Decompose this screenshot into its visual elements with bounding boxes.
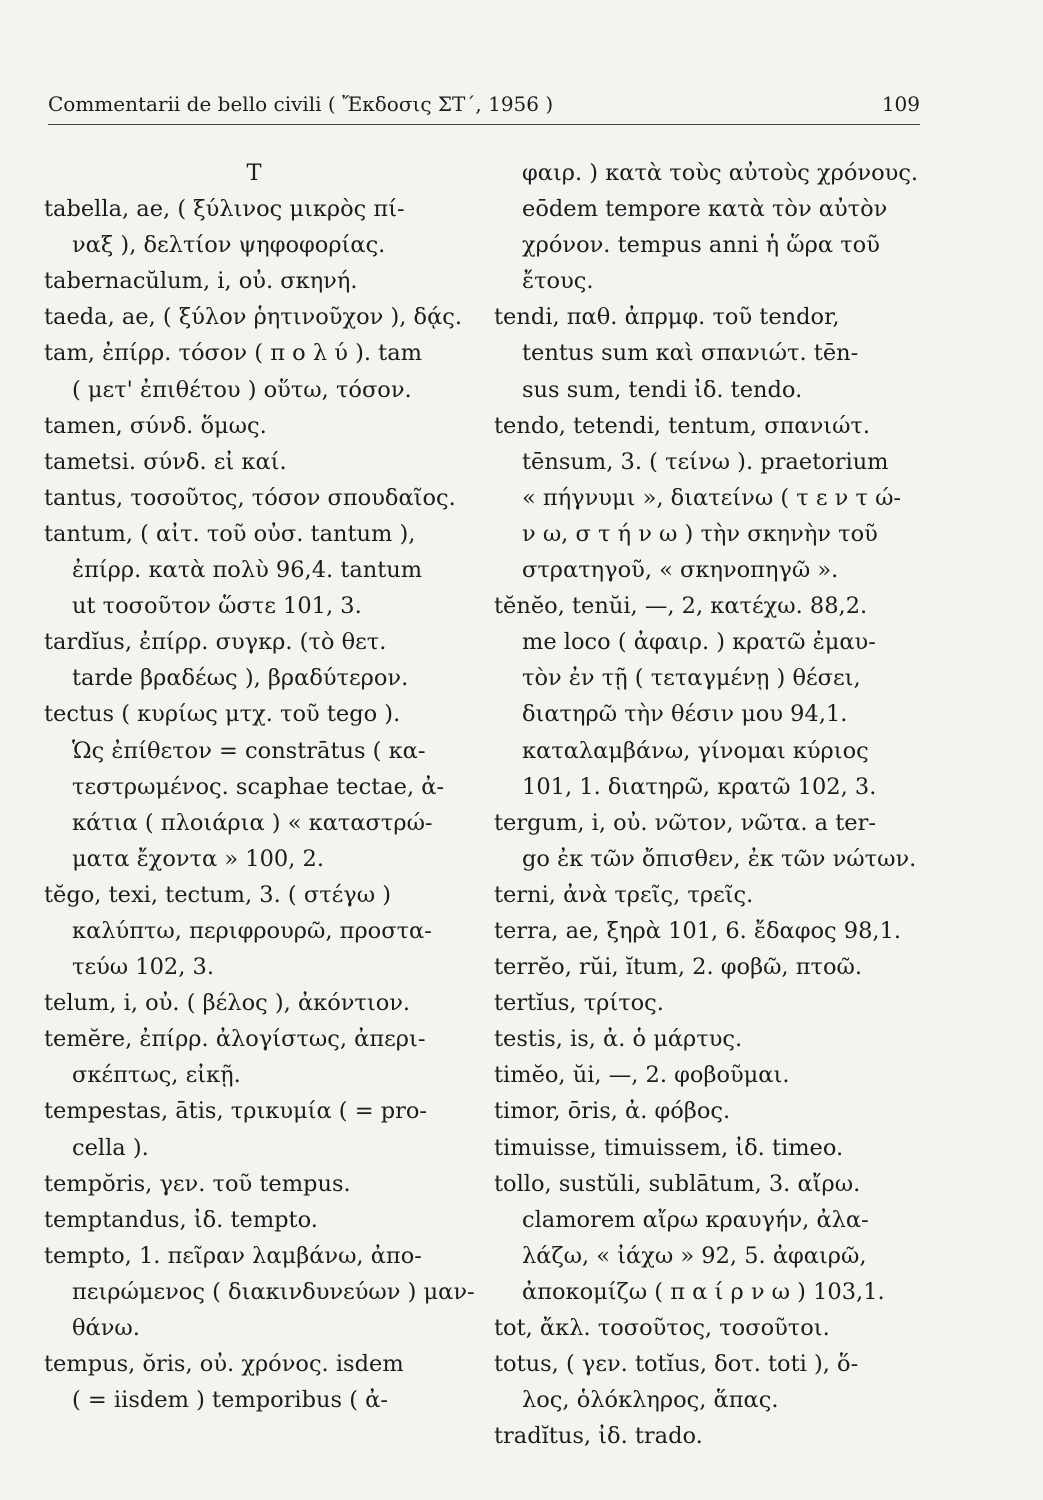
entry-line: timor, ōris, ἀ. φόβος.	[494, 1098, 731, 1125]
entry-line: totus, ( γεν. totĭus, δοτ. toti ), ὅ-	[494, 1351, 859, 1378]
entry-line: tĕgo, texi, tectum, 3. ( στέγω )	[44, 881, 392, 908]
entry-continuation-line: ναξ ), δελτίον ψηφοφορίας.	[72, 232, 386, 259]
entry-continuation-line: tarde βραδέως ), βραδύτερον.	[72, 665, 409, 692]
entry-continuation-line: tentus sum καὶ σπανιώτ. tēn-	[522, 340, 859, 367]
entry-continuation-line: ἐπίρρ. κατὰ πολὺ 96,4. tantum	[72, 557, 423, 584]
entry-line: tendi, παθ. ἀπρμφ. τοῦ tendor,	[494, 304, 840, 331]
entry-continuation-line: tēnsum, 3. ( τείνω ). praetorium	[522, 448, 889, 475]
entry-continuation-line: ut τοσοῦτον ὥστε 101, 3.	[72, 593, 362, 620]
entry-continuation-line: σκέπτως, εἰκῇ.	[72, 1062, 241, 1089]
right-column	[494, 155, 924, 1454]
entry-continuation-line: « πήγνυμι », διατείνω ( τ ε ν τ ώ-	[522, 484, 902, 511]
entry-line: terrĕo, rŭi, ĭtum, 2. φοβῶ, πτοῶ.	[494, 954, 863, 981]
entry-continuation-line: θάνω.	[72, 1315, 140, 1341]
entry-line: tam, ἐπίρρ. τόσον ( π ο λ ύ ). tam	[44, 340, 422, 367]
entry-line: tametsi. σύνδ. εἰ καί.	[44, 448, 287, 475]
entry-line: tergum, i, οὐ. νῶτον, νῶτα. a ter-	[494, 809, 876, 836]
entry-continuation-line: τεστρωμένος. scaphae tectae, ἀ-	[72, 773, 445, 800]
entry-continuation-line: go ἐκ τῶν ὄπισθεν, ἐκ τῶν νώτων.	[522, 845, 917, 872]
entry-continuation-line: κάτια ( πλοιάρια ) « καταστρώ-	[72, 809, 433, 836]
entry-line: timuisse, timuissem, ἰδ. timeo.	[494, 1134, 844, 1161]
entry-line: tamen, σύνδ. ὅμως.	[44, 412, 267, 439]
entry-line: tertĭus, τρίτος.	[494, 990, 664, 1017]
running-title: Commentarii de bello civili ( Ἔκδοσις ΣΤ΄, 1956 )	[48, 92, 554, 116]
entry-continuation-line: eōdem tempore κατὰ τὸν αὐτὸν	[522, 196, 888, 223]
entry-line: tantus, τοσοῦτος, τόσον σπουδαῖος.	[44, 484, 456, 511]
entry-line: tollo, sustŭli, sublātum, 3. αἴρω.	[494, 1170, 861, 1197]
entry-continuation-line: cella ).	[72, 1134, 149, 1161]
entry-line: tĕnĕo, tenŭi, —, 2, κατέχω. 88,2.	[494, 593, 868, 620]
entry-line: telum, i, οὐ. ( βέλος ), ἀκόντιον.	[44, 990, 411, 1017]
entry-continuation-line: λος, ὁλόκληρος, ἅπας.	[522, 1387, 779, 1414]
page-number: 109	[881, 92, 920, 116]
entry-line: tardĭus, ἐπίρρ. συγκρ. (τὸ θετ.	[44, 629, 387, 656]
entry-line: tabernacŭlum, i, οὐ. σκηνή.	[44, 268, 358, 295]
entry-line: tempto, 1. πεῖραν λαμβάνω, ἀπο-	[44, 1242, 422, 1269]
entry-continuation-line: me loco ( ἀφαιρ. ) κρατῶ ἐμαυ-	[522, 629, 876, 656]
entry-line: terra, ae, ξηρὰ 101, 6. ἔδαφος 98,1.	[494, 917, 902, 944]
entry-continuation-line: λάζω, « ἰάχω » 92, 5. ἀφαιρῶ,	[522, 1242, 867, 1269]
entry-continuation-line: πειρώμενος ( διακινδυνεύων ) μαν-	[72, 1278, 475, 1305]
entry-line: timĕo, ŭi, —, 2. φοβοῦμαι.	[494, 1062, 790, 1089]
entry-line: taeda, ae, ( ξύλον ῥητινοῦχον ), δᾴς.	[44, 304, 463, 331]
entry-continuation-line: ματα ἔχοντα » 100, 2.	[72, 845, 324, 872]
entry-line: tabella, ae, ( ξύλινος μικρὸς πί-	[44, 196, 405, 223]
entry-line: tantum, ( αἰτ. τοῦ οὐσ. tantum ),	[44, 520, 416, 547]
entry-line: tectus ( κυρίως μτχ. τοῦ tego ).	[44, 701, 401, 728]
entry-continuation-line: ἔτους.	[522, 268, 594, 295]
entry-continuation-line: Ὡς ἐπίθετον = constrātus ( κα-	[72, 737, 426, 764]
entry-continuation-line: φαιρ. ) κατὰ τοὺς αὐτοὺς χρόνους.	[522, 160, 919, 186]
entry-line: tempestas, ātis, τρικυμία ( = pro-	[44, 1098, 428, 1125]
entry-continuation-line: ( μετ' ἐπιθέτου ) οὕτω, τόσον.	[72, 376, 412, 403]
entry-line: tempus, ŏris, οὐ. χρόνος. isdem	[44, 1351, 404, 1378]
entry-line: temĕre, ἐπίρρ. ἀλογίστως, ἀπερι-	[44, 1026, 426, 1053]
entry-line: temptandus, ἰδ. tempto.	[44, 1206, 318, 1233]
entry-line: tempŏris, γεν. τοῦ tempus.	[44, 1170, 351, 1197]
entry-line: tot, ἄκλ. τοσοῦτος, τοσοῦτοι.	[494, 1315, 830, 1341]
entry-line: tendo, tetendi, tentum, σπανιώτ.	[494, 412, 871, 439]
section-letter: T	[246, 160, 262, 186]
entry-continuation-line: sus sum, tendi ἰδ. tendo.	[522, 376, 803, 403]
entry-continuation-line: καταλαμβάνω, γίνομαι κύριος	[522, 737, 869, 764]
entry-continuation-line: τὸν ἐν τῇ ( τεταγμένῃ ) θέσει,	[522, 665, 861, 692]
entry-continuation-line: τεύω 102, 3.	[72, 954, 214, 981]
left-column	[44, 155, 475, 1418]
entry-line: tradĭtus, ἰδ. trado.	[494, 1423, 703, 1450]
entry-line: testis, is, ἀ. ὁ μάρτυς.	[494, 1026, 743, 1053]
entry-continuation-line: χρόνον. tempus anni ἡ ὥρα τοῦ	[522, 232, 880, 259]
entry-continuation-line: 101, 1. διατηρῶ, κρατῶ 102, 3.	[522, 773, 877, 800]
entry-continuation-line: ν ω, σ τ ή ν ω ) τὴν σκηνὴν τοῦ	[522, 520, 878, 547]
entry-continuation-line: clamorem αἴρω κραυγήν, ἀλα-	[522, 1206, 869, 1233]
entry-line: terni, ἀνὰ τρεῖς, τρεῖς.	[494, 881, 754, 908]
entry-continuation-line: καλύπτω, περιφρουρῶ, προστα-	[72, 917, 432, 944]
page-header	[48, 90, 920, 125]
entry-continuation-line: στρατηγοῦ, « σκηνοπηγῶ ».	[522, 557, 839, 584]
entry-continuation-line: ( = iisdem ) temporibus ( ἀ-	[72, 1387, 388, 1414]
entry-continuation-line: ἀποκομίζω ( π α ί ρ ν ω ) 103,1.	[522, 1278, 885, 1305]
entry-continuation-line: διατηρῶ τὴν θέσιν μου 94,1.	[522, 701, 848, 728]
